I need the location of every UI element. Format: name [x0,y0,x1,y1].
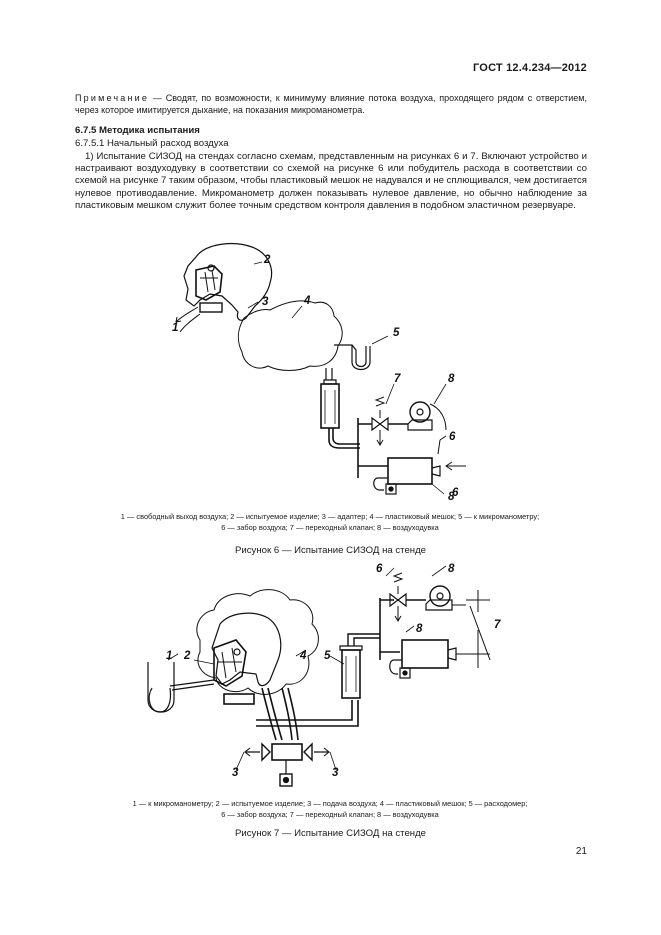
note-text: — Сводят, по возможности, к минимуму влияние потока воздуха, проходящего рядом с отверстием, через которое имитируется дыхание, на показания микроманометра. [75,93,587,116]
fig6-label-8b: 8 [448,491,455,503]
fig6-label-3: 3 [262,296,269,308]
fig6-label-8a: 8 [448,373,455,385]
figure-6-legend-line2: 6 — забор воздуха; 7 — переходный клапан; 8 — воздуходувка [221,522,439,532]
figure-7-legend [65,799,595,820]
fig7-label-1: 1 [166,650,173,662]
fig7-label-7: 7 [494,619,501,631]
section-heading: 6.7.5 Методика испытания [75,125,200,136]
figure-6-legend-line1: 1 — свободный выход воздуха; 2 — испытуемое изделие; 3 — адаптер; 4 — пластиковый мешок; 5 — к микроманометру; [120,512,540,521]
fig7-label-8b: 8 [416,623,423,635]
page-number: 21 [575,846,587,857]
figure-7-legend-line1: 1 — к микроманометру; 2 — испытуемое изделие; 3 — подача воздуха; 4 — пластиковый мешок; 5 — расходомер; [132,799,528,808]
fig7-label-3b: 3 [332,767,339,779]
document-header: ГОСТ 12.4.234—2012 [473,62,587,74]
body-paragraph: 1) Испытание СИЗОД на стендах согласно схемам, представленным на рисунках 6 и 7. Включают устройство и настраивают воздуходувку в соответствии со схемой на рисунке 6 или побудитель расхода в соответствии со схемой на рисунке 7 таким образом, чтобы пластиковый мешок не надувался и не сплющивался, чем достигается нулевое противодавление. Микроманометр должен показывать нулевое давление, но обычно наблюдение за пластиковым мешком служит более точным средством контроля давления в подобном эластичном резервуаре. [75,151,587,211]
fig6-label-5: 5 [393,327,400,339]
fig6-label-4: 4 [304,295,311,307]
fig6-label-2: 2 [264,254,271,266]
fig6-label-1: 1 [172,322,179,334]
figure-7-legend-line2: 6 — забор воздуха; 7 — переходный клапан; 8 — воздуходувка [221,809,439,819]
fig7-label-5: 5 [324,650,331,662]
note-label: Примечание [75,93,150,103]
fig7-label-8a: 8 [448,563,455,575]
figure-6-caption: Рисунок 6 — Испытание СИЗОД на стенде [234,545,427,556]
fig7-label-6: 6 [376,563,383,575]
fig7-label-2: 2 [184,650,191,662]
section-subheading: 6.7.5.1 Начальный расход воздуха [75,138,229,149]
fig7-label-4: 4 [300,650,307,662]
fig6-label-7: 7 [394,373,401,385]
fig6-label-6a: 6 [449,431,456,443]
fig6-label-6b: 6 [452,487,459,499]
fig7-label-3a: 3 [232,767,239,779]
figure-7-caption: Рисунок 7 — Испытание СИЗОД на стенде [234,828,427,839]
